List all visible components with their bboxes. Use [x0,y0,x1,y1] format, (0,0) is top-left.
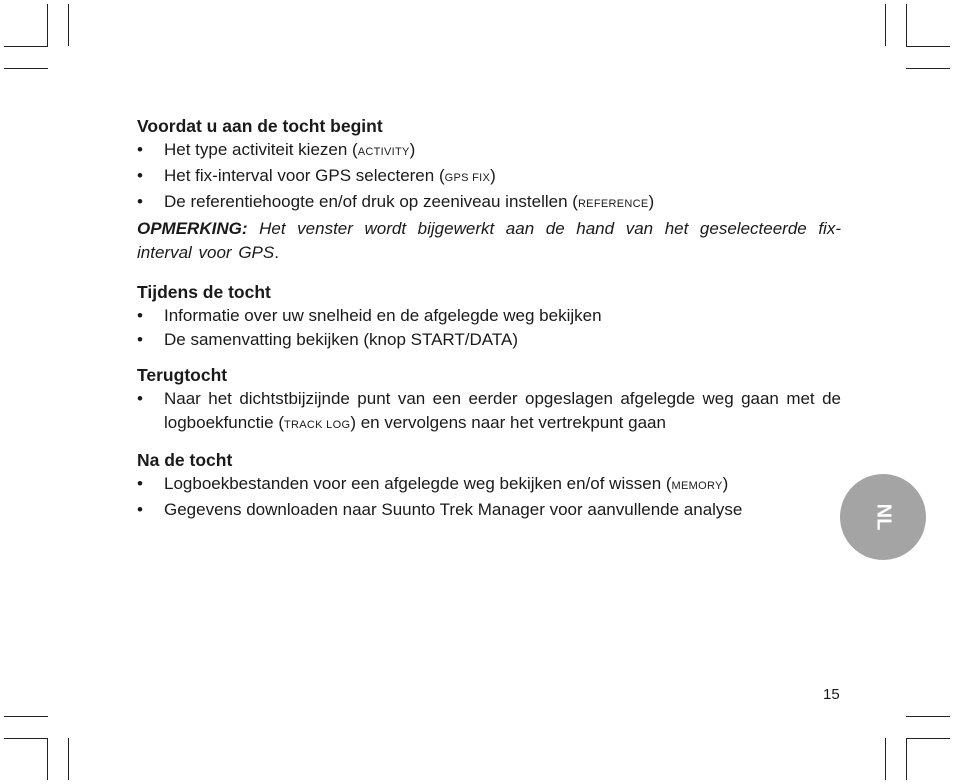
note-text: Het venster wordt bijgewerkt aan de hand van het geselecteerde fix-interval voor GPS [137,219,841,262]
crop-mark [4,716,48,717]
bullet: • [137,140,143,159]
bullet: • [137,166,143,185]
crop-mark [906,4,907,46]
section-heading: Terugtocht [137,365,228,385]
bullet-list [137,472,841,522]
crop-mark [906,68,950,69]
page-number: 15 [823,686,840,703]
list-item: • Informatie over uw snelheid en de afgelegde weg bekijken [137,304,841,328]
list-item: • Het type activiteit kiezen (ACTIVITY) [137,138,841,164]
list-item: • Logboekbestanden voor een afgelegde weg bekijken en/of wissen (MEMORY) [137,472,841,498]
section-after-trip [137,448,841,522]
crop-mark [4,68,48,69]
bullet: • [137,474,143,493]
section-return-trip [137,363,841,437]
section-heading: Tijdens de tocht [137,282,271,302]
menu-term: MEMORY [671,480,723,492]
list-item: • Het fix-interval voor GPS selecteren (GPS FIX) [137,164,841,190]
bullet: • [137,192,143,211]
list-item: • Gegevens downloaden naar Suunto Trek Manager voor aanvullende analyse [137,498,841,522]
crop-mark [47,738,48,780]
bullet-list [137,304,841,352]
bullet: • [137,389,143,408]
crop-mark [68,4,69,46]
menu-term: TRACK LOG [284,419,351,431]
bullet-list [137,138,841,216]
list-item: • Naar het dichtstbijzijnde punt van een eerder opgeslagen afgelegde weg gaan met de logboekfunctie (TRACK LOG) en vervolgens naar het vertrekpunt gaan [137,389,841,432]
crop-mark [885,738,886,780]
bullet: • [137,500,143,519]
note: OPMERKING: Het venster wordt bijgewerkt aan de hand van het geselecteerde fix-interval voor GPS. [137,219,841,262]
menu-term: REFERENCE [577,198,649,210]
crop-mark [47,4,48,46]
crop-mark [4,738,48,739]
language-tab-label: NL [872,503,895,531]
menu-term: ACTIVITY [357,146,410,158]
list-item: • De referentiehoogte en/of druk op zeeniveau instellen (REFERENCE) [137,190,841,216]
crop-mark [906,46,950,47]
crop-mark [906,738,907,780]
crop-mark [906,716,950,717]
bullet-list [137,387,841,437]
page-content [137,114,841,522]
list-item: • De samenvatting bekijken (knop START/DATA) [137,328,841,352]
note-label: OPMERKING: [137,219,248,238]
bullet: • [137,330,143,349]
section-during-trip [137,280,841,352]
bullet: • [137,306,143,325]
section-heading: Voordat u aan de tocht begint [137,116,383,136]
crop-mark [4,46,48,47]
menu-term: GPS FIX [444,172,491,184]
section-before-trip [137,114,841,265]
crop-mark [885,4,886,46]
language-tab [840,474,926,560]
crop-mark [906,738,950,739]
section-heading: Na de tocht [137,450,233,470]
crop-mark [68,738,69,780]
